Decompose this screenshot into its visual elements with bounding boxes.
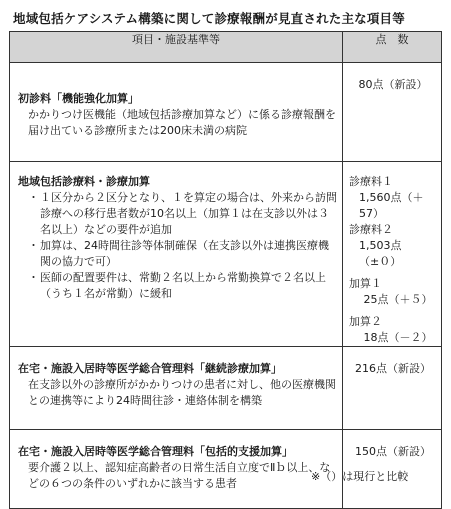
table-row — [10, 347, 442, 430]
table-header-row — [10, 32, 442, 63]
item-name: 初診料「機能強化加算」 — [18, 92, 139, 105]
points-cell — [343, 63, 442, 162]
header-item: 項目・施設基準等 — [10, 32, 343, 63]
table-row — [10, 162, 442, 347]
points-value: 18点（－２） — [363, 331, 433, 344]
points-label: 診療料１ — [349, 175, 393, 188]
points-cell — [343, 347, 442, 430]
item-cell — [10, 63, 343, 162]
footnote: ※（）は現行と比較 — [311, 470, 409, 483]
table-row — [10, 63, 442, 162]
list-item: ・ 医師の配置要件は、常勤２名以上から常勤換算で２名以上（うち１名が常勤）に緩和 — [28, 270, 338, 302]
item-cell — [10, 162, 343, 347]
points-label: 加算１ — [349, 277, 382, 290]
list-item: ・ １区分から２区分となり、１を算定の場合は、外来から訪問診療への移行患者数が10名以上（加算１は在支診以外は３名以上）などの要件が追加 — [28, 190, 338, 238]
item-cell — [10, 430, 343, 509]
points-value: 216点（新設） — [355, 362, 431, 375]
item-bullets — [18, 190, 338, 302]
item-desc: かかりつけ医機能（地域包括診療加算など）に係る診療報酬を届け出ている診療所または200床未満の病院 — [28, 108, 336, 137]
header-points: 点 数 — [343, 32, 442, 63]
item-name: 在宅・施設入居時等医学総合管理料「継続診療加算」 — [18, 362, 282, 375]
points-value: 1,560点（＋57） — [359, 191, 424, 220]
item-cell — [10, 347, 343, 430]
points-value: 80点（新設） — [358, 78, 428, 91]
points-label: 診療料２ — [349, 223, 393, 236]
page-title: 地域包括ケアシステム構築に関して診療報酬が見直された主な項目等 — [13, 11, 405, 26]
list-item: ・ 加算は、24時間往診等体制確保（在支診以外は連携医療機関の協力で可） — [28, 238, 338, 270]
revision-table — [9, 31, 442, 509]
item-name: 地域包括診療料・診療加算 — [18, 175, 150, 188]
points-value: 25点（＋５） — [363, 293, 433, 306]
points-label: 加算２ — [349, 315, 382, 328]
item-desc: 在支診以外の診療所がかかりつけの患者に対し、他の医療機関との連携等により24時間往診・連絡体制を構築 — [28, 378, 336, 407]
item-name: 在宅・施設入居時等医学総合管理料「包括的支援加算」 — [18, 445, 293, 458]
item-desc: 要介護２以上、認知症高齢者の日常生活自立度でⅡｂ以上、などの６つの条件のいずれかに該当する患者 — [28, 461, 331, 490]
points-value: 1,503点（±０） — [359, 239, 402, 268]
points-cell — [343, 162, 442, 347]
points-value: 150点（新設） — [355, 445, 431, 458]
